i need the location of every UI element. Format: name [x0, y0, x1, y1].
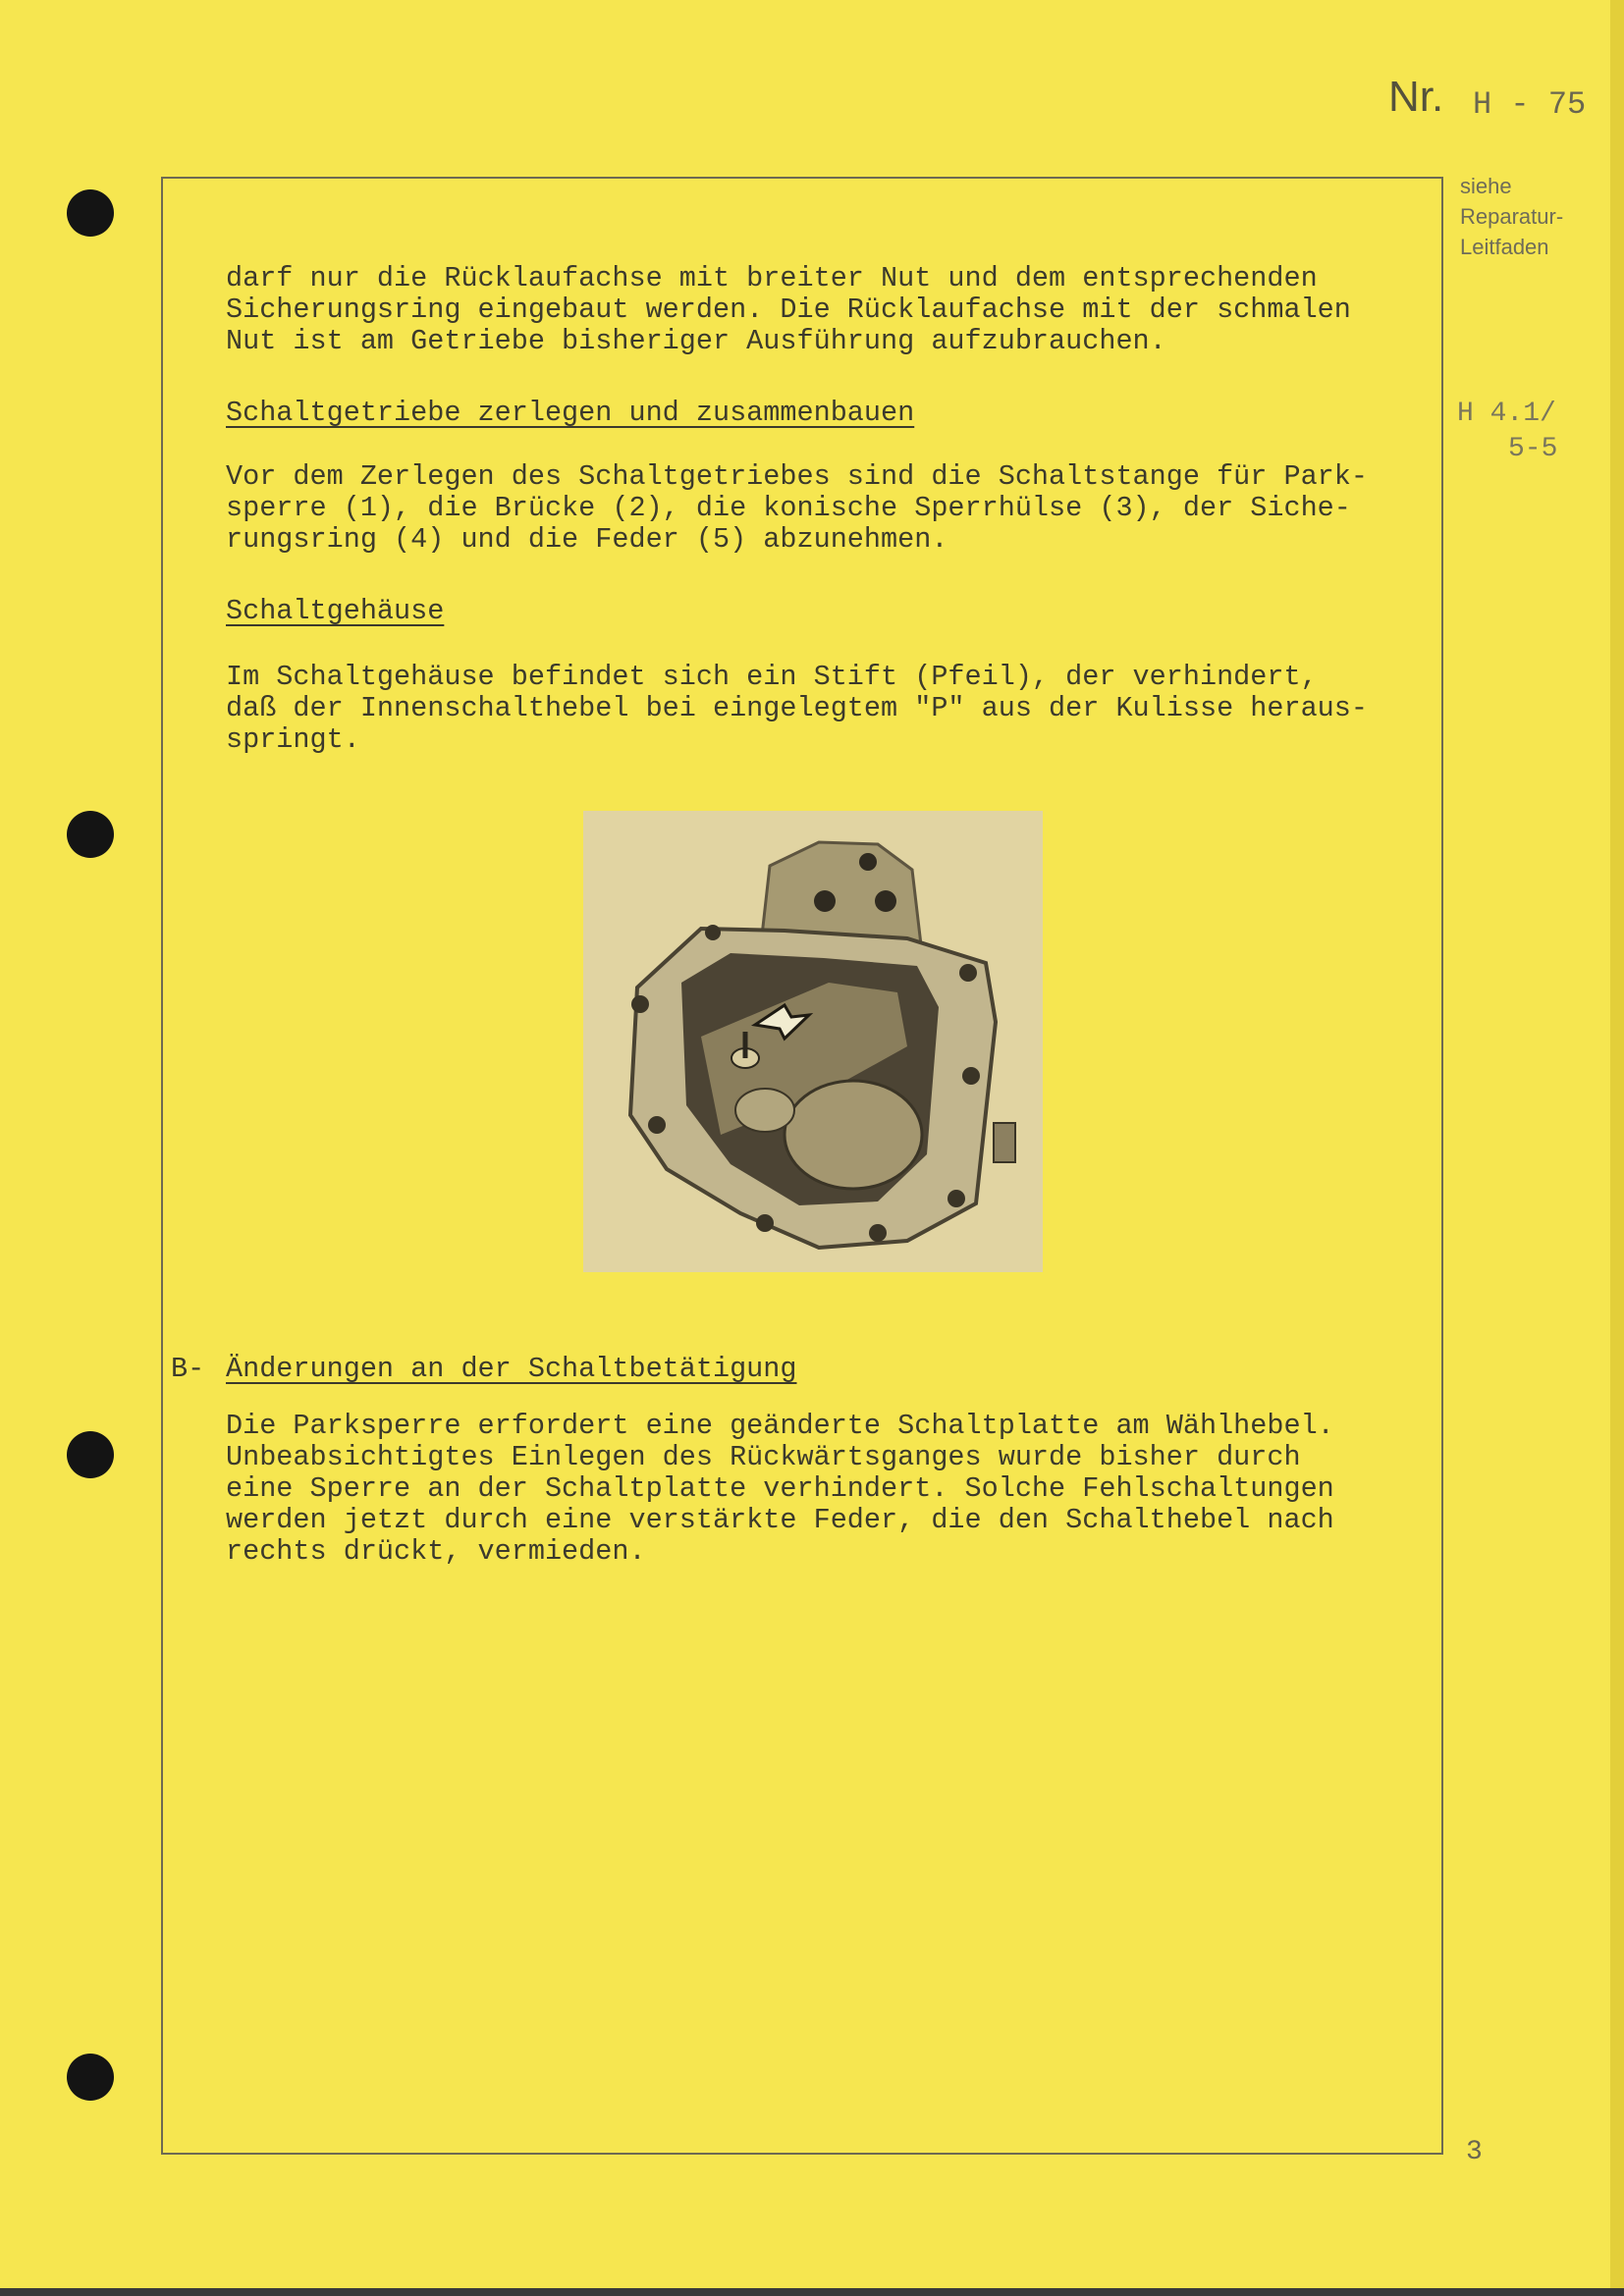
text-line: rungsring (4) und die Feder (5) abzunehmen. [226, 523, 948, 556]
heading-section-b: Änderungen an der Schaltbetätigung [226, 1353, 797, 1385]
doc-number-label: Nr. [1388, 73, 1444, 121]
bolt-hole [631, 995, 649, 1013]
housing-boss [735, 1089, 794, 1132]
bolt-hole [869, 1224, 887, 1242]
text-line: werden jetzt durch eine verstärkte Feder, die den Schalthebel nach [226, 1504, 1334, 1536]
side-note-line: siehe [1460, 174, 1512, 198]
side-ref-line: H 4.1/ [1457, 399, 1556, 429]
gearbox-housing-photo [583, 811, 1043, 1272]
punch-hole [67, 1431, 114, 1478]
doc-number-code: H - 75 [1473, 86, 1587, 123]
bearing-seat [785, 1081, 922, 1189]
side-note [1460, 171, 1563, 262]
heading-housing: Schaltgehäuse [226, 595, 445, 627]
text-line: darf nur die Rücklaufachse mit breiter Nut und dem entsprechenden [226, 262, 1318, 294]
text-line: Sicherungsring eingebaut werden. Die Rücklaufachse mit der schmalen [226, 294, 1351, 326]
bolt-hole [705, 925, 721, 940]
text-line: eine Sperre an der Schaltplatte verhindert. Solche Fehlschaltungen [226, 1472, 1334, 1505]
bolt-hole [814, 890, 836, 912]
text-line: Im Schaltgehäuse befindet sich ein Stift (Pfeil), der verhindert, [226, 661, 1318, 693]
section-prefix: B- [171, 1353, 205, 1385]
text-line: Unbeabsichtigtes Einlegen des Rückwärtsganges wurde bisher durch [226, 1441, 1301, 1473]
punch-hole [67, 811, 114, 858]
bolt-hole [859, 853, 877, 871]
paragraph-disassembly [226, 461, 1443, 556]
paragraph-rear-axle [226, 263, 1443, 357]
side-reference [1457, 397, 1557, 467]
text-line: Vor dem Zerlegen des Schaltgetriebes sind die Schaltstange für Park- [226, 460, 1368, 493]
bolt-hole [947, 1190, 965, 1207]
text-line: sperre (1), die Brücke (2), die konische Sperrhülse (3), der Siche- [226, 492, 1351, 524]
bolt-hole [875, 890, 896, 912]
punch-hole [67, 2054, 114, 2101]
text-line: springt. [226, 723, 360, 756]
bolt-hole [962, 1067, 980, 1085]
side-ref-line: 5-5 [1508, 434, 1558, 464]
page-edge-bottom [0, 2288, 1624, 2296]
page-edge-right [1610, 0, 1624, 2296]
text-line: rechts drückt, vermieden. [226, 1535, 646, 1568]
paragraph-section-b [226, 1411, 1443, 1568]
punch-hole [67, 189, 114, 237]
bolt-hole [648, 1116, 666, 1134]
bolt-hole [756, 1214, 774, 1232]
heading-disassembly: Schaltgetriebe zerlegen und zusammenbauen [226, 397, 915, 429]
gearbox-housing-illustration [583, 811, 1043, 1272]
paragraph-housing [226, 662, 1443, 756]
bolt-hole [959, 964, 977, 982]
text-line: daß der Innenschalthebel bei eingelegtem "P" aus der Kulisse heraus- [226, 692, 1368, 724]
side-note-line: Leitfaden [1460, 235, 1549, 259]
text-line: Nut ist am Getriebe bisheriger Ausführung aufzubrauchen. [226, 325, 1166, 357]
side-note-line: Reparatur- [1460, 204, 1564, 229]
shaft-stub [994, 1123, 1015, 1162]
page-number: 3 [1466, 2137, 1483, 2167]
text-line: Die Parksperre erfordert eine geänderte Schaltplatte am Wählhebel. [226, 1410, 1334, 1442]
